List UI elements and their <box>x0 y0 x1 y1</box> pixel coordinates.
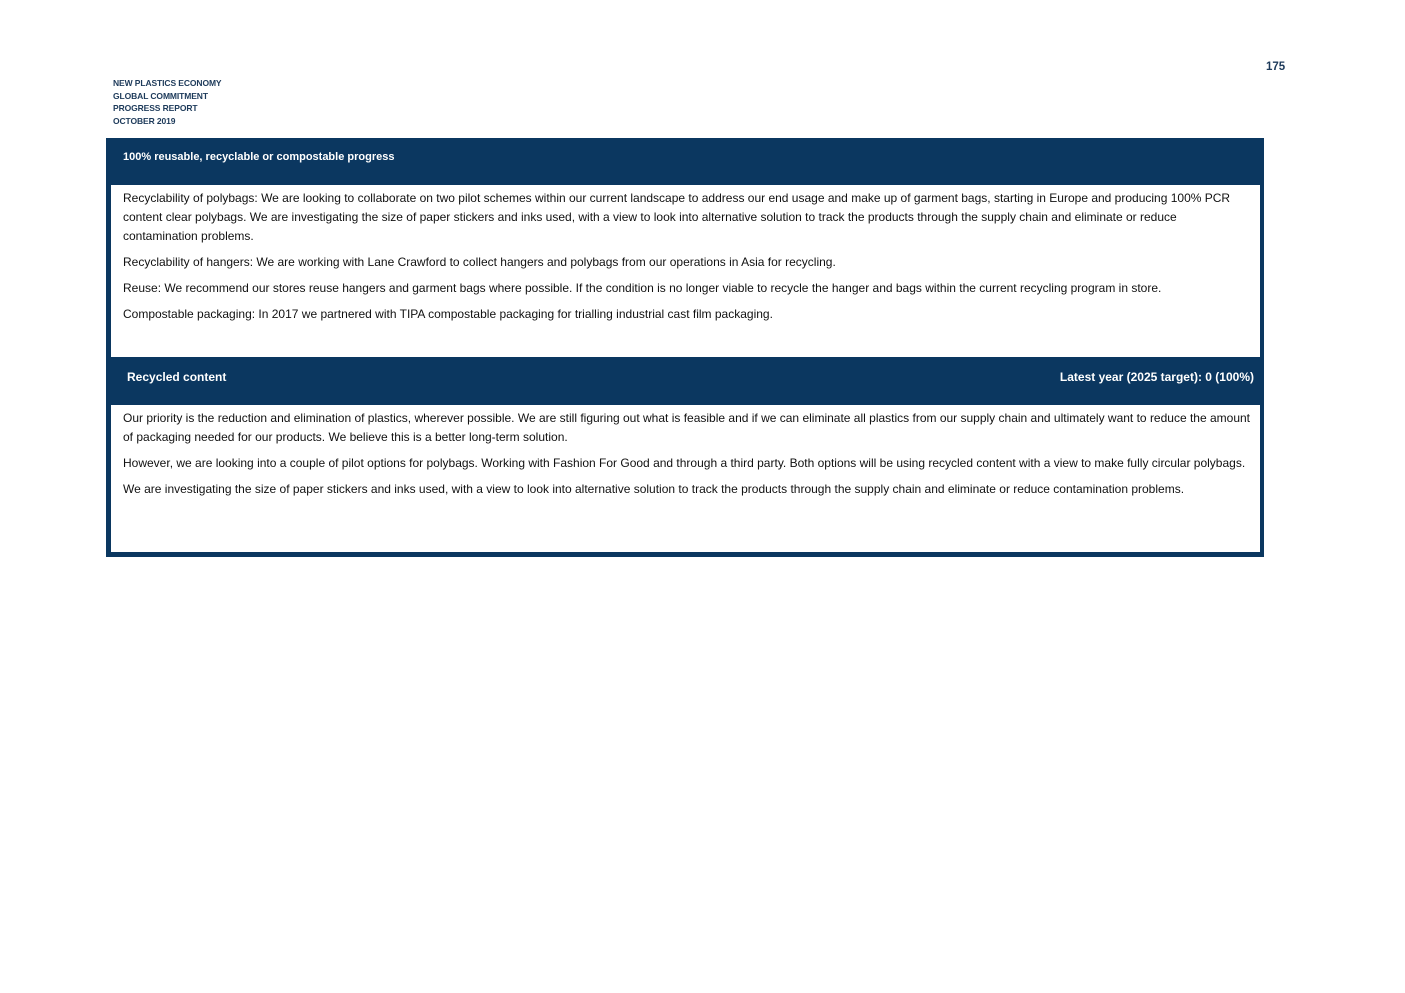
page-number: 175 <box>1266 61 1286 73</box>
progress-section-body <box>111 185 1260 357</box>
progress-paragraph-compostable: Compostable packaging: In 2017 we partnered with TIPA compostable packaging for trialling industrial cast film packaging. <box>123 307 773 321</box>
progress-paragraph-polybags: Recyclability of polybags: We are looking to collaborate on two pilot schemes within our current landscape to address our end usage and make up of garment bags, starting in Europe and producing 100% PCR content clear polybags. We are investigating the size of paper stickers and inks used, with a view to look into alternative solution to track the products through the supply chain and eliminate or reduce contamination problems. <box>123 191 1231 243</box>
recycled-section-title: Recycled content <box>127 370 227 384</box>
report-header <box>113 77 222 127</box>
progress-paragraph-reuse: Reuse: We recommend our stores reuse hangers and garment bags where possible. If the condition is no longer viable to recycle the hanger and bags within the current recycling program in store. <box>123 281 1162 295</box>
recycled-paragraph-priority: Our priority is the reduction and elimination of plastics, wherever possible. We are still figuring out what is feasible and if we can eliminate all plastics from our supply chain and ultimately want to reduce the amount of packaging needed for our products. We believe this is a better long-term solution. <box>123 411 1251 444</box>
progress-section-title: 100% reusable, recyclable or compostable progress <box>123 151 395 163</box>
report-header-line: GLOBAL COMMITMENT <box>113 90 208 101</box>
report-header-line: NEW PLASTICS ECONOMY <box>113 78 222 88</box>
progress-paragraph-hangers: Recyclability of hangers: We are working with Lane Crawford to collect hangers and polybags from our operations in Asia for recycling. <box>123 255 836 269</box>
recycled-latest-year: Latest year (2025 target): 0 (100%) <box>1059 370 1254 384</box>
report-header-line: PROGRESS REPORT <box>113 103 198 113</box>
recycled-paragraph-stickers: We are investigating the size of paper stickers and inks used, with a view to look into alternative solution to track the products through the supply chain and eliminate or reduce contamination problems. <box>123 482 1185 496</box>
recycled-section-body <box>111 405 1260 552</box>
recycled-paragraph-pilot: However, we are looking into a couple of pilot options for polybags. Working with Fashion For Good and through a third party. Both options will be using recycled content with a view to make fully circular polybags. <box>123 456 1246 470</box>
report-header-line: OCTOBER 2019 <box>113 115 176 126</box>
